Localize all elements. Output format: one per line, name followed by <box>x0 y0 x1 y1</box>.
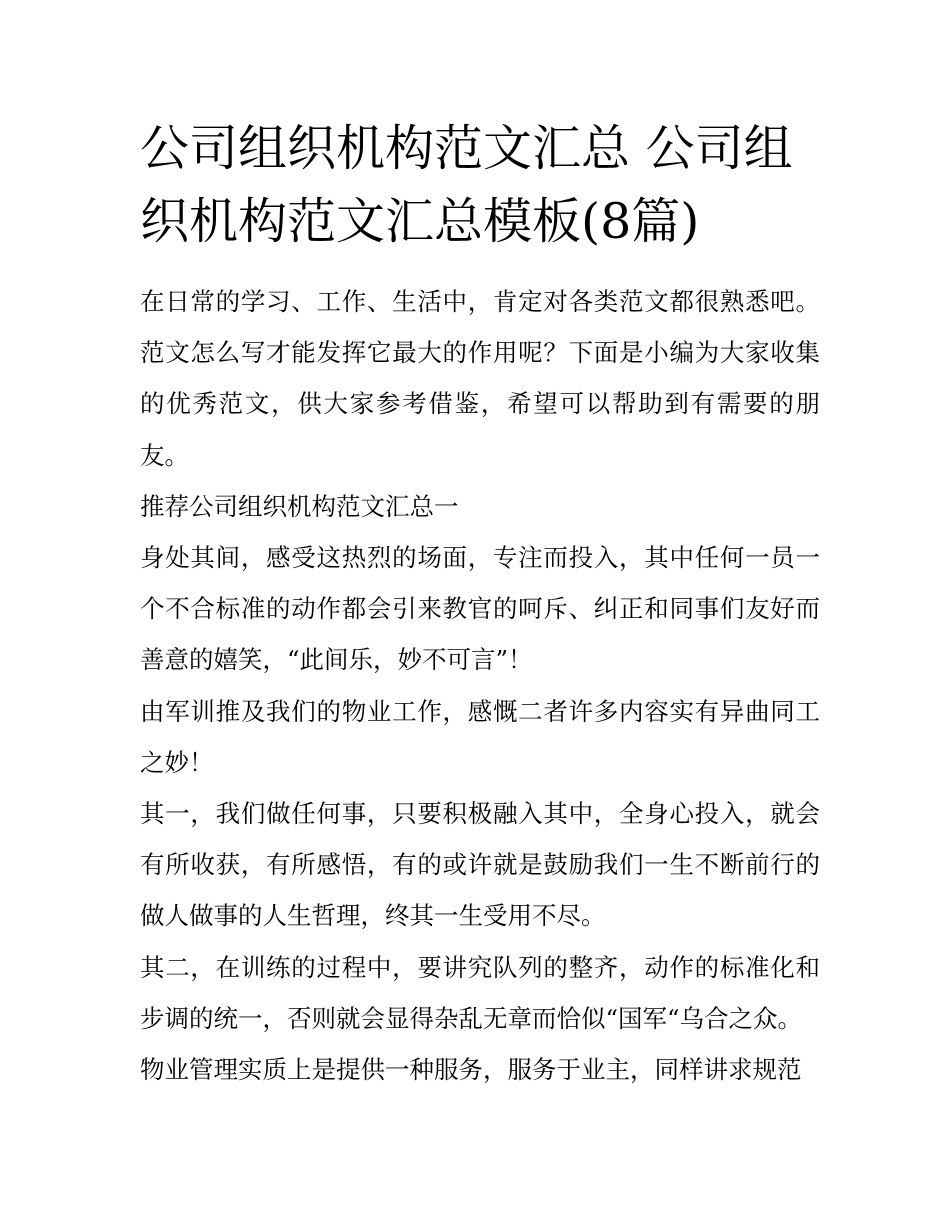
paragraph: 由军训推及我们的物业工作，感慨二者许多内容实有异曲同工之妙！ <box>140 696 820 777</box>
paragraph: 物业管理实质上是提供一种服务，服务于业主，同样讲求规范 <box>140 1055 802 1085</box>
document-body <box>140 276 820 1095</box>
paragraph: 其二，在训练的过程中，要讲究队列的整齐，动作的标准化和步调的统一，否则就会显得杂乱无章而恰似“国军“乌合之众。 <box>140 952 820 1033</box>
paragraph-intro: 在日常的学习、工作、生活中，肯定对各类范文都很熟悉吧。范文怎么写才能发挥它最大的作用呢？下面是小编为大家收集的优秀范文，供大家参考借鉴，希望可以帮助到有需要的朋友。 <box>140 287 820 470</box>
section-heading: 推荐公司组织机构范文汇总一 <box>140 491 459 521</box>
paragraph: 其一，我们做任何事，只要积极融入其中，全身心投入，就会有所收获，有所感悟，有的或许就是鼓励我们一生不断前行的做人做事的人生哲理，终其一生受用不尽。 <box>140 799 820 931</box>
document-title: 公司组织机构范文汇总 公司组织机构范文汇总模板(8篇) <box>140 120 793 250</box>
paragraph: 身处其间，感受这热烈的场面，专注而投入，其中任何一员一个不合标准的动作都会引来教官的呵斥、纠正和同事们友好而善意的嬉笑，“此间乐，妙不可言”！ <box>140 543 820 675</box>
